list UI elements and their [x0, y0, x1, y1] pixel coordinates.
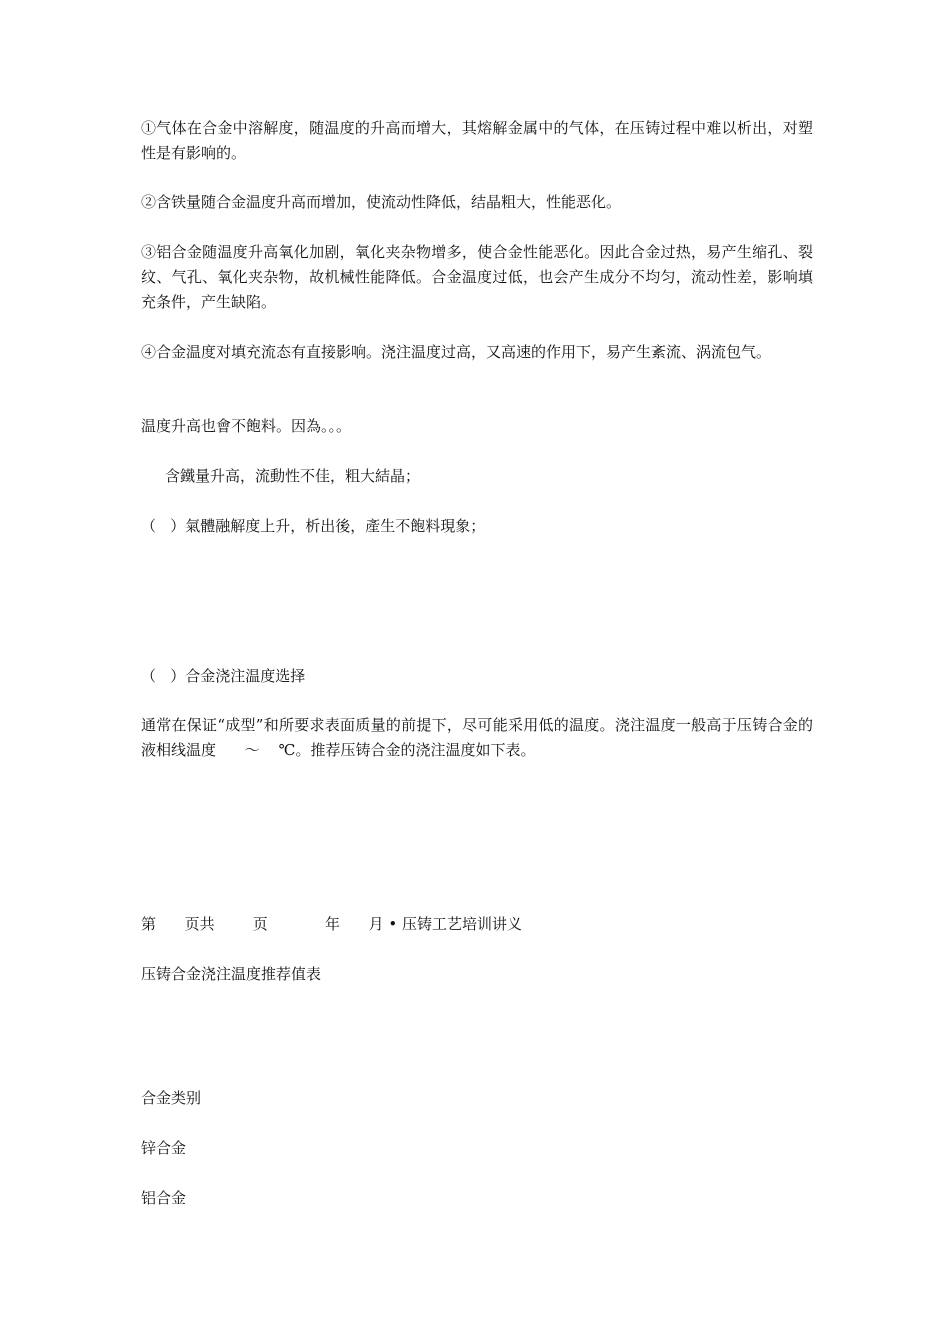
table-title: 压铸合金浇注温度推荐值表 [141, 965, 322, 983]
paragraph-iron-content: ②含铁量随合金温度升高而增加，使流动性降低，结晶粗大，性能恶化。 [141, 193, 622, 211]
table-row-zinc-alloy: 锌合金 [141, 1139, 187, 1157]
paragraph-gas-solubility: ①气体在合金中溶解度，随温度的升高而增大，其熔解金属中的气体，在压铸过程中难以析出，对塑性是有影响的。 [141, 119, 813, 162]
table-row-aluminum-alloy: 铝合金 [141, 1189, 187, 1207]
paragraph-temperature-note: 温度升高也會不飽料。因為。。。 [141, 417, 352, 435]
paragraph-filling-flow: ④合金温度对填充流态有直接影响。浇注温度过高，又高速的作用下，易产生紊流、涡流包气。 [141, 343, 772, 361]
page-footer: 第 页共 页 年 月 • 压铸工艺培训讲义 [141, 915, 522, 933]
paragraph-gas-note: （ ）氣體融解度上升，析出後，產生不飽料現象； [141, 517, 486, 535]
table-header-alloy-type: 合金类别 [141, 1089, 202, 1107]
paragraph-aluminum-oxidation: ③铝合金随温度升高氧化加剧，氧化夹杂物增多，使合金性能恶化。因此合金过热，易产生缩孔、裂纹、气孔、氧化夹杂物，故机械性能降低。合金温度过低，也会产生成分不均匀，流动性差，影响填充条件，产生缺陷。 [141, 243, 813, 311]
paragraph-iron-note: 含鐵量升高，流動性不佳，粗大結晶； [165, 467, 421, 485]
section-heading-pouring-temperature: （ ）合金浇注温度选择 [141, 667, 306, 685]
paragraph-pouring-temperature: 通常在保证“成型”和所要求表面质量的前提下，尽可能采用低的温度。浇注温度一般高于压铸合金的液相线温度 ～ ℃。推荐压铸合金的浇注温度如下表。 [141, 716, 813, 759]
